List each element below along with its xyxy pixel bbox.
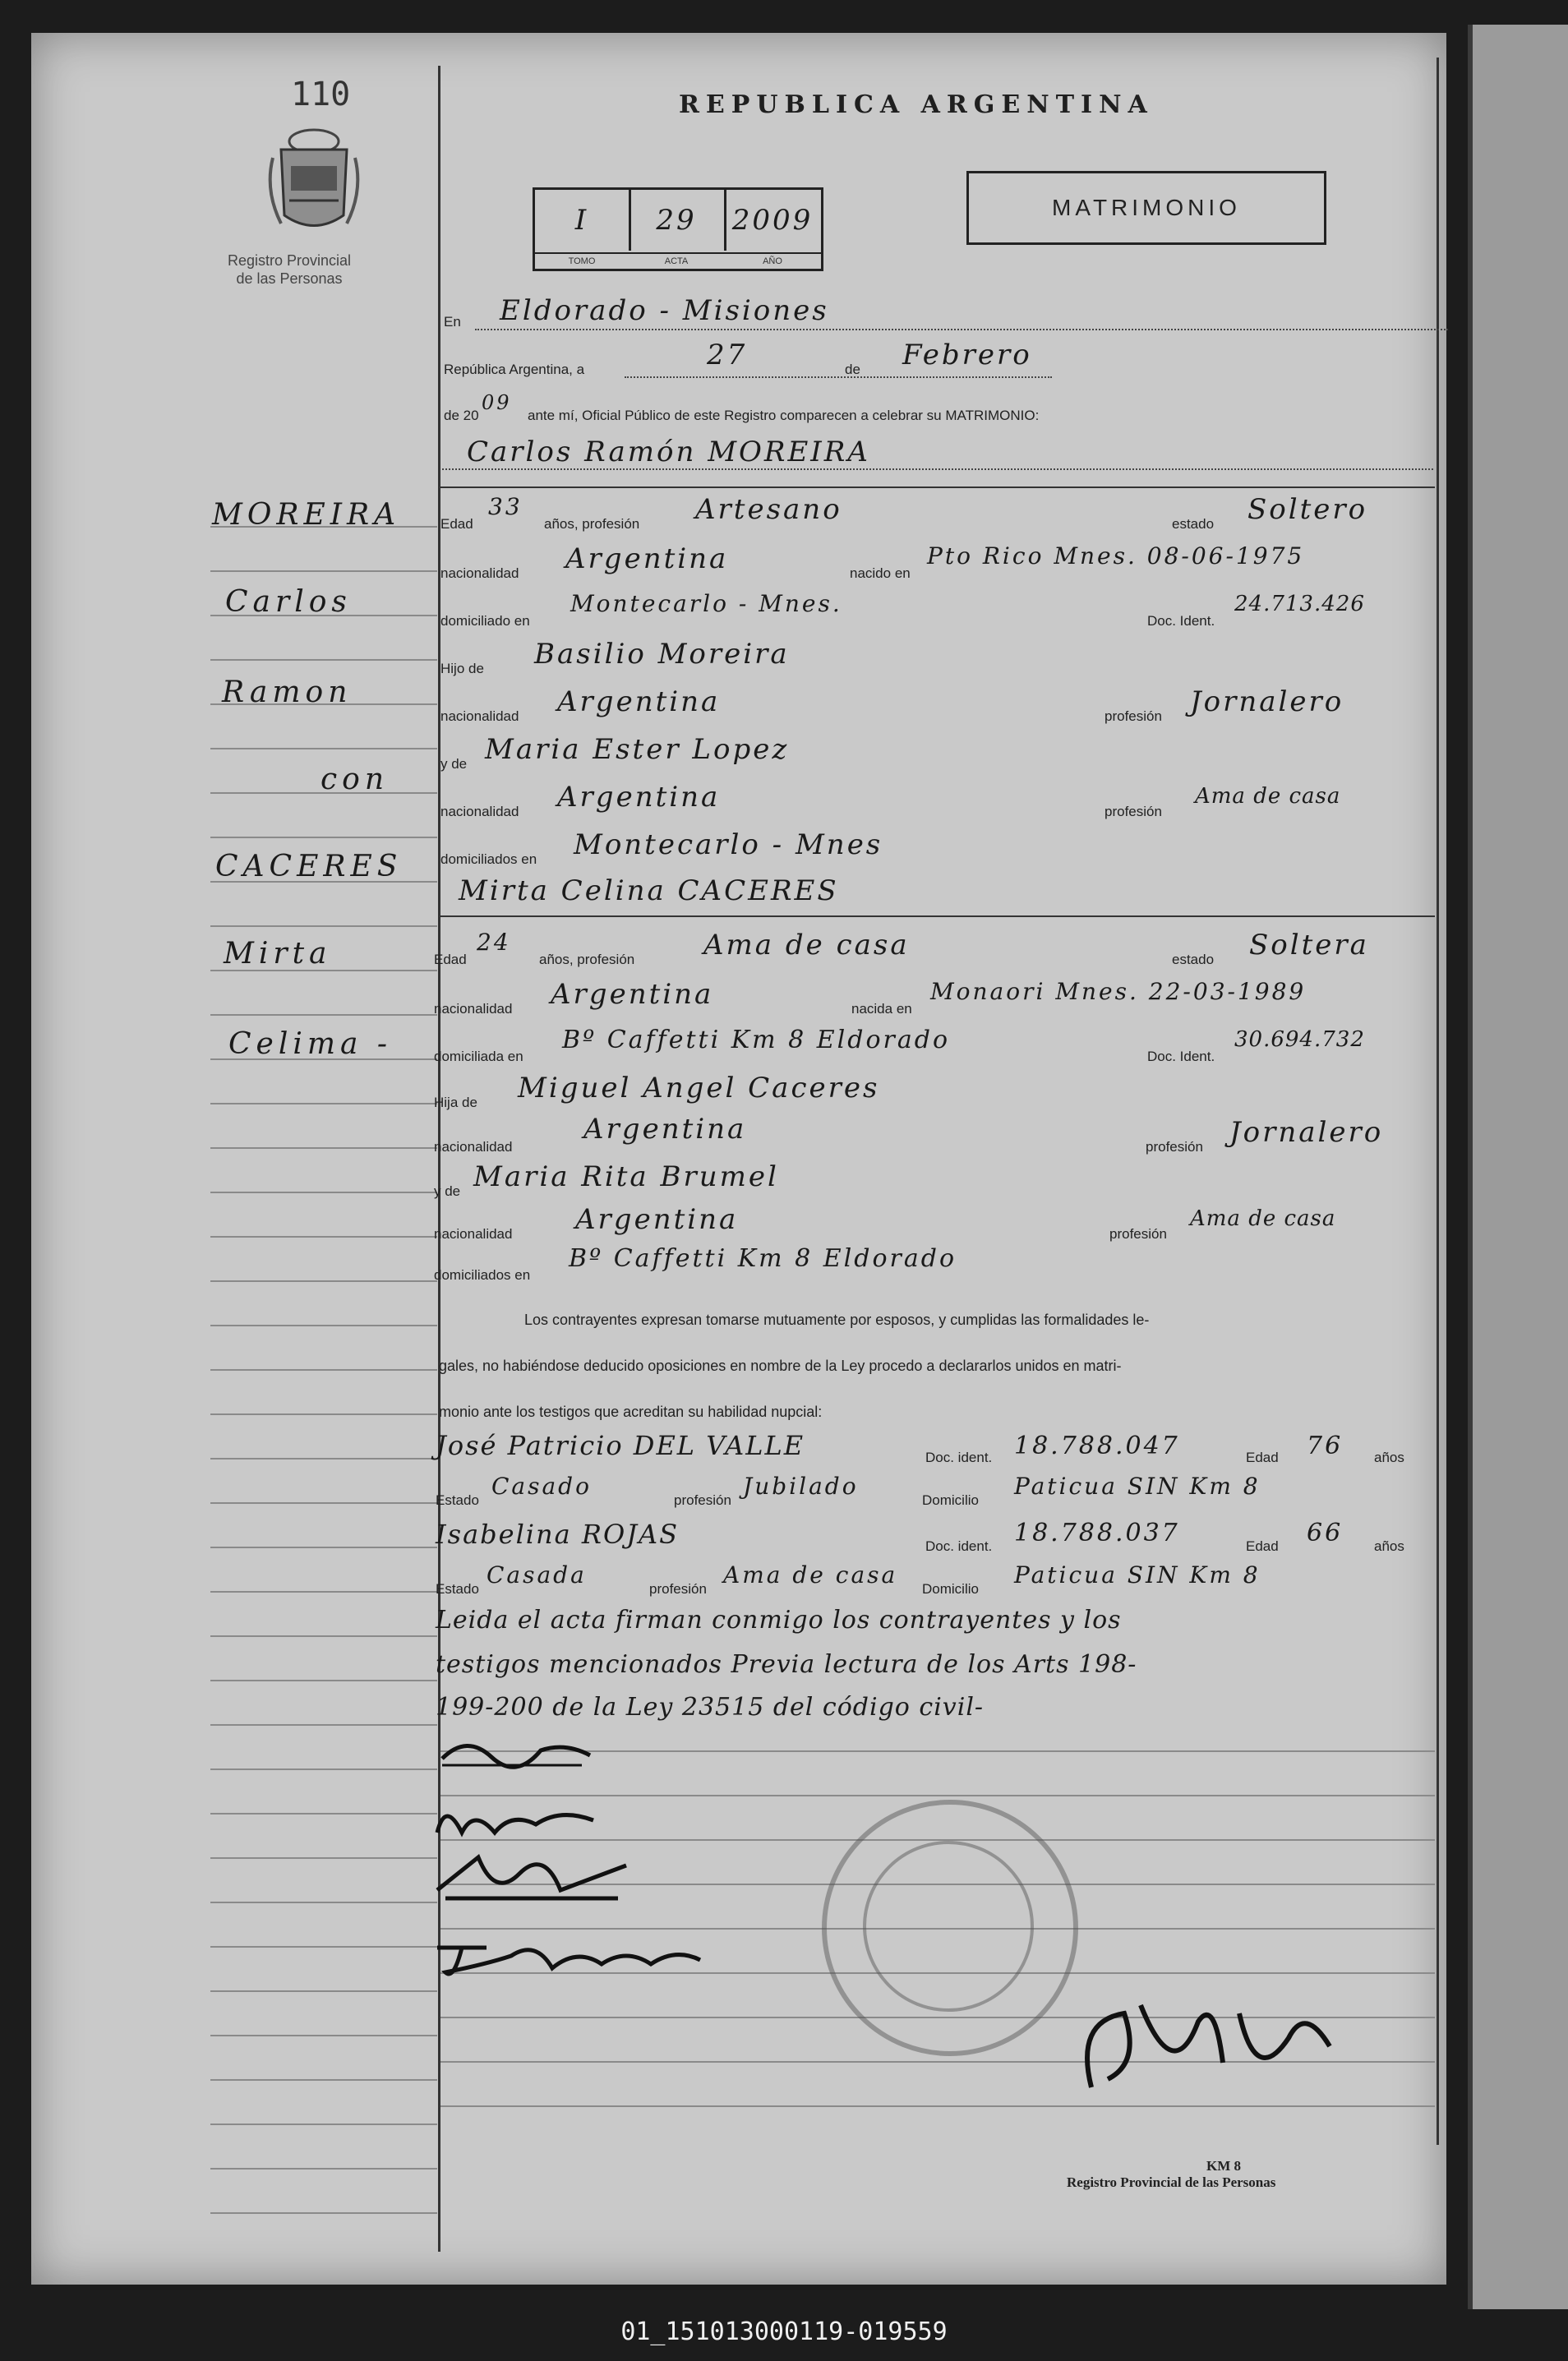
year-suffix: 09 [482,391,512,414]
margin-con: con [321,763,390,796]
groom-profession: Artesano [695,493,842,526]
bride-father-nationality: Argentina [583,1113,747,1146]
margin-rule [210,1413,437,1415]
bride-born: Monaori Mnes. 22-03-1989 [930,978,1307,1005]
margin-groom-surname: MOREIRA [212,498,401,532]
margin-rule [210,1325,437,1326]
margin-rule [210,1147,437,1149]
label-profesion: profesión [1146,1139,1203,1155]
margin-rule [210,1280,437,1282]
closing-line-3: 199-200 de la Ley 23515 del código civil- [436,1693,985,1722]
bride-age: 24 [477,929,511,956]
witness-1-estado: Casado [491,1473,592,1500]
stamp-line-2: KM 8 [1206,2158,1242,2174]
groom-mother-nationality: Argentina [557,781,721,814]
margin-rule [210,1946,437,1948]
bride-nationality: Argentina [551,978,714,1011]
signature-witness-2 [429,1923,708,1993]
stamp-line-1: Registro Provincial de las Personas [1067,2174,1276,2190]
margin-rule [210,837,437,838]
witness-2-domicilio: Paticua SIN Km 8 [1014,1561,1261,1589]
witness-2-name: Isabelina ROJAS [436,1519,680,1550]
bride-parents-address: Bº Caffetti Km 8 Eldorado [569,1244,957,1273]
signature-official [1058,1989,1371,2108]
label-estado: estado [1172,952,1215,967]
bride-profession: Ama de casa [703,929,910,961]
witness-1-domicilio: Paticua SIN Km 8 [1014,1473,1261,1500]
groom-parents-address: Montecarlo - Mnes [574,828,883,861]
label-estado: estado [1172,516,1215,532]
declaration-line-1: Los contrayentes expresan tomarse mutuamente por esposos, y cumplidas las formalidades le- [524,1312,1150,1328]
margin-rule [210,748,437,749]
label-hija-de: Hija de [434,1095,477,1110]
label-domiciliado-en: domiciliado en [440,613,530,629]
margin-rule [210,2124,437,2125]
republica-label: República Argentina, a [444,362,585,377]
groom-father-profession: Jornalero [1190,685,1344,718]
bride-father: Miguel Angel Caceres [518,1072,880,1104]
declaration-line-2: gales, no habiéndose deducido oposiciones en nombre de la Ley procedo a declararlos unidos en matri- [439,1358,1122,1374]
label-nacionalidad: nacionalidad [434,1001,513,1017]
image-id: 01_151013000119-019559 [620,2317,948,2346]
margin-groom-name2: Ramon [222,676,353,709]
margin-rule [210,1724,437,1726]
witness-2-doc: 18.788.037 [1014,1519,1180,1547]
witness-1-name: José Patricio DEL VALLE [436,1430,805,1461]
section-divider [440,915,1435,917]
label-nacionalidad: nacionalidad [434,1226,513,1242]
witness-2-age: 66 [1307,1519,1344,1547]
label-profesion: profesión [674,1492,731,1508]
label-domiciliados-en: domiciliados en [434,1267,531,1283]
bride-address: Bº Caffetti Km 8 Eldorado [562,1026,951,1054]
label-y-de: y de [440,756,468,772]
registry-line-2: de las Personas [236,270,343,287]
acta-box [533,187,823,271]
groom-nationality: Argentina [565,542,729,575]
groom-born: Pto Rico Mnes. 08-06-1975 [927,542,1305,569]
tomo-value: I [535,190,631,251]
bride-doc: 30.694.732 [1234,1027,1365,1052]
label-estado: Estado [436,1492,479,1508]
adjacent-page [1468,25,1568,2309]
margin-rule [210,1458,437,1459]
label-domiciliada-en: domiciliada en [434,1049,523,1064]
label-doc-ident: Doc. Ident. [1147,613,1215,629]
margin-bride-surname: CACERES [215,850,403,883]
margin-rule [210,1547,437,1548]
closing-line-1: Leida el acta firman conmigo los contrayentes y los [436,1606,1122,1635]
section-divider [440,486,1435,488]
country-title: REPUBLICA ARGENTINA [679,90,1154,119]
margin-rule [210,1369,437,1371]
year-prefix: de 20 [444,408,479,423]
label-profesion: profesión [1105,708,1162,724]
bride-father-profession: Jornalero [1229,1116,1384,1149]
register-page [31,33,1446,2285]
label-edad: Edad [1246,1538,1279,1554]
margin-rule [210,570,437,572]
label-anios: años [1374,1450,1404,1465]
label-profesion: profesión [649,1581,707,1597]
label-estado: Estado [436,1581,479,1597]
label-domiciliados-en: domiciliados en [440,851,537,867]
acta-label: ACTA [629,252,724,269]
margin-rule [210,1502,437,1504]
label-edad: Edad [1246,1450,1279,1465]
signature-witness-1 [429,1841,643,1919]
tomo-label: TOMO [535,252,629,269]
label-nacida-en: nacida en [851,1001,912,1017]
month: Febrero [902,339,1032,371]
page-number: 110 [291,76,351,113]
label-nacionalidad: nacionalidad [434,1139,513,1155]
label-edad: Edad [440,516,473,532]
label-anios: años [1374,1538,1404,1554]
margin-rule [210,2168,437,2170]
label-hijo-de: Hijo de [440,661,484,676]
groom-father: Basilio Moreira [534,638,790,671]
witness-1-doc: 18.788.047 [1014,1432,1180,1460]
groom-doc: 24.713.426 [1234,592,1365,616]
margin-rule [210,1813,437,1815]
margin-rule [210,1103,437,1104]
label-profesion: profesión [1109,1226,1167,1242]
groom-address: Montecarlo - Mnes. [570,590,842,617]
margin-rule [210,1635,437,1637]
margin-groom-name1: Carlos [225,585,352,619]
bride-mother: Maria Rita Brumel [473,1160,779,1193]
dotline [475,329,1448,330]
closing-line-2: testigos mencionados Previa lectura de los Arts 198- [436,1650,1137,1679]
label-edad: Edad [434,952,467,967]
margin-rule [210,659,437,661]
label-y-de: y de [434,1183,461,1199]
signature-clerk [434,1726,598,1779]
registry-seal-inner [863,1841,1034,2012]
groom-status: Soltero [1247,493,1368,526]
groom-mother-profession: Ama de casa [1195,784,1341,809]
registry-line-1: Registro Provincial [227,252,352,269]
label-domicilio: Domicilio [922,1581,979,1597]
anio-value: 2009 [731,204,814,237]
intro-sentence: ante mí, Oficial Público de este Registro comparecen a celebrar su MATRIMONIO: [528,408,1040,423]
place: Eldorado - Misiones [500,294,829,327]
coat-of-arms-icon [265,125,363,240]
witness-2-profesion: Ama de casa [723,1561,898,1589]
margin-rule [210,1680,437,1681]
margin-rule [210,2079,437,2081]
margin-rule [210,1902,437,1903]
day: 27 [707,339,748,371]
margin-rule [210,1591,437,1593]
label-nacionalidad: nacionalidad [440,565,519,581]
margin-rule [210,2035,437,2036]
act-type-box: MATRIMONIO [966,171,1326,245]
groom-full-name: Carlos Ramón MOREIRA [467,436,870,468]
margin-rule [210,925,437,927]
witness-1-age: 76 [1307,1432,1344,1460]
label-profesion: profesión [1105,804,1162,819]
label-anios-profesion: años, profesión [544,516,640,532]
groom-mother: Maria Ester Lopez [485,733,790,766]
witness-1-profesion: Jubilado [743,1473,859,1500]
witness-2-estado: Casada [487,1561,587,1589]
label-nacionalidad: nacionalidad [440,708,519,724]
official-stamp-text [1067,2158,1275,2191]
en-label: En [444,314,461,330]
margin-rule [210,1014,437,1016]
label-anios-profesion: años, profesión [539,952,635,967]
margin-rule [210,1857,437,1859]
groom-father-nationality: Argentina [557,685,721,718]
groom-age: 33 [488,493,523,520]
margin-bride-name2: Celima - [228,1027,393,1061]
label-doc-ident: Doc. Ident. [1147,1049,1215,1064]
label-doc-ident: Doc. ident. [925,1538,993,1554]
label-nacionalidad: nacionalidad [440,804,519,819]
margin-rule [210,2212,437,2214]
right-border [1437,58,1439,2145]
declaration-line-3: monio ante los testigos que acreditan su habilidad nupcial: [439,1404,823,1420]
dotline [442,468,1433,470]
de-label: de [845,362,860,377]
label-domicilio: Domicilio [922,1492,979,1508]
margin-rule [210,1236,437,1238]
registry-name [215,251,363,288]
margin-rule [210,1192,437,1193]
acta-value: 29 [629,190,726,251]
bride-status: Soltera [1249,929,1369,961]
bride-mother-nationality: Argentina [575,1203,739,1236]
margin-bride-name1: Mirta [224,937,332,971]
label-doc-ident: Doc. ident. [925,1450,993,1465]
margin-rule [210,1768,437,1770]
anio-label: AÑO [724,252,821,269]
margin-rule [210,1990,437,1992]
label-nacido-en: nacido en [850,565,911,581]
dotline [625,376,1052,378]
bride-full-name: Mirta Celina CACERES [459,874,839,907]
bride-mother-profession: Ama de casa [1190,1206,1336,1231]
